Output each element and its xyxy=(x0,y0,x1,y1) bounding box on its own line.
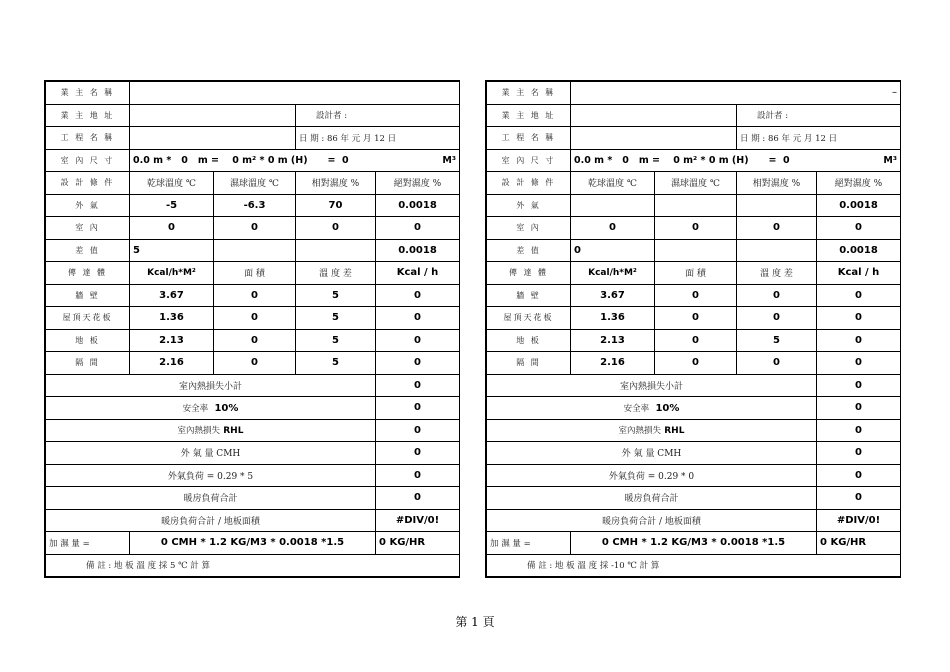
indoor-rh: 0 xyxy=(737,217,817,240)
subtotal-value: 0 xyxy=(376,374,460,397)
room-len: 0.0 m * xyxy=(133,154,172,166)
room-area: 0 xyxy=(232,154,239,166)
wall-k: 3.67 xyxy=(130,284,214,307)
col-wet-bulb: 濕球溫度 ℃ xyxy=(655,172,737,195)
rhl-unit: RHL xyxy=(664,426,685,437)
subtotal-label: 室內熱損失小計 xyxy=(46,374,376,397)
project-name-value xyxy=(130,127,296,150)
indoor-label: 室 內 xyxy=(46,217,130,240)
roof-k: 1.36 xyxy=(571,307,655,330)
col-dry-bulb: 乾球溫度 ℃ xyxy=(130,172,214,195)
date-label: 日 期 : 86 年 元 月 12 日 xyxy=(296,127,460,150)
room-size-label: 室 內 尺 寸 xyxy=(487,149,571,172)
wall-k: 3.67 xyxy=(571,284,655,307)
partition-area: 0 xyxy=(655,352,737,375)
col-area: 面 積 xyxy=(655,262,737,285)
col-abs-humidity: 絕對濕度 % xyxy=(817,172,901,195)
diff-rh xyxy=(296,239,376,262)
floor-kcal: 0 xyxy=(376,329,460,352)
safety-rate: 10% xyxy=(655,402,680,414)
outdoor-wb: -6.3 xyxy=(214,194,296,217)
oa-value: 0 xyxy=(817,442,901,465)
humid-value: 0 KG/HR xyxy=(376,532,460,555)
diff-db: 0 xyxy=(571,239,655,262)
wall-label: 牆 壁 xyxy=(46,284,130,307)
room-area-unit: m² * xyxy=(683,154,706,166)
room-volume: 0 xyxy=(783,154,790,166)
diff-rh xyxy=(737,239,817,262)
sheet-table xyxy=(486,81,901,577)
col-temp-diff: 溫 度 差 xyxy=(737,262,817,285)
factory-addr-value xyxy=(130,104,296,127)
humid-formula: 0 CMH * 1.2 KG/M3 * 0.0018 *1.5 xyxy=(571,532,817,555)
partition-area: 0 xyxy=(214,352,296,375)
roof-kcal: 0 xyxy=(817,307,901,330)
room-eq2: = xyxy=(768,154,777,166)
rhl-unit: RHL xyxy=(223,426,244,437)
diff-label: 差 值 xyxy=(46,239,130,262)
room-len: 0.0 m * xyxy=(574,154,613,166)
factory-name-value xyxy=(130,82,460,105)
outdoor-rh xyxy=(737,194,817,217)
wall-area: 0 xyxy=(214,284,296,307)
factory-name-label: 業 主 名 稱 xyxy=(46,82,130,105)
room-height: 0 m (H) xyxy=(708,154,749,166)
partition-tdiff: 0 xyxy=(737,352,817,375)
floor-area: 0 xyxy=(655,329,737,352)
indoor-rh: 0 xyxy=(296,217,376,240)
safety-value: 0 xyxy=(817,397,901,420)
factory-name-value: – xyxy=(571,82,901,105)
outdoor-db: -5 xyxy=(130,194,214,217)
floor-kcal: 0 xyxy=(817,329,901,352)
project-name-value xyxy=(571,127,737,150)
roof-k: 1.36 xyxy=(130,307,214,330)
per-area-label: 暖房負荷合計 / 地板面積 xyxy=(46,509,376,532)
transfer-label: 傳 達 體 xyxy=(487,262,571,285)
room-eq: m = xyxy=(197,154,219,166)
oa-load-value: 0 xyxy=(376,464,460,487)
oa-load-value: 0 xyxy=(817,464,901,487)
per-area-value: #DIV/0! xyxy=(817,509,901,532)
diff-label: 差 值 xyxy=(487,239,571,262)
col-wet-bulb: 濕球溫度 ℃ xyxy=(214,172,296,195)
heat-load-sheet-left xyxy=(44,80,460,578)
wall-label: 牆 壁 xyxy=(487,284,571,307)
rhl-value: 0 xyxy=(376,419,460,442)
factory-addr-label: 業 主 地 址 xyxy=(487,104,571,127)
total-heat-label: 暖房負荷合計 xyxy=(487,487,817,510)
room-volume-unit: M³ xyxy=(883,154,897,166)
indoor-db: 0 xyxy=(571,217,655,240)
partition-tdiff: 5 xyxy=(296,352,376,375)
transfer-label: 傳 達 體 xyxy=(46,262,130,285)
per-area-label: 暖房負荷合計 / 地板面積 xyxy=(487,509,817,532)
diff-wb xyxy=(214,239,296,262)
wall-kcal: 0 xyxy=(817,284,901,307)
partition-k: 2.16 xyxy=(130,352,214,375)
outdoor-abs: 0.0018 xyxy=(817,194,901,217)
floor-k: 2.13 xyxy=(571,329,655,352)
partition-kcal: 0 xyxy=(817,352,901,375)
diff-wb xyxy=(655,239,737,262)
room-wid: 0 xyxy=(622,154,629,166)
outdoor-abs: 0.0018 xyxy=(376,194,460,217)
floor-tdiff: 5 xyxy=(296,329,376,352)
total-heat-value: 0 xyxy=(817,487,901,510)
oa-value: 0 xyxy=(376,442,460,465)
floor-label: 地 板 xyxy=(46,329,130,352)
per-area-value: #DIV/0! xyxy=(376,509,460,532)
roof-tdiff: 5 xyxy=(296,307,376,330)
outdoor-wb xyxy=(655,194,737,217)
safety-row xyxy=(487,397,817,420)
col-kcal: Kcal / h xyxy=(817,262,901,285)
indoor-wb: 0 xyxy=(655,217,737,240)
room-volume-unit: M³ xyxy=(442,154,456,166)
room-wid: 0 xyxy=(181,154,188,166)
col-abs-humidity: 絕對濕度 % xyxy=(376,172,460,195)
designer-label: 設計者 : xyxy=(296,104,460,127)
room-area: 0 xyxy=(673,154,680,166)
col-temp-diff: 溫 度 差 xyxy=(296,262,376,285)
room-size-formula xyxy=(571,149,901,172)
outdoor-label: 外 氣 xyxy=(487,194,571,217)
floor-area: 0 xyxy=(214,329,296,352)
factory-addr-value xyxy=(571,104,737,127)
roof-kcal: 0 xyxy=(376,307,460,330)
sheet-table xyxy=(45,81,460,577)
indoor-label: 室 內 xyxy=(487,217,571,240)
page-number: 第 1 頁 xyxy=(455,615,495,629)
outdoor-rh: 70 xyxy=(296,194,376,217)
humid-value: 0 KG/HR xyxy=(817,532,901,555)
rhl-row xyxy=(46,419,376,442)
safety-rate: 10% xyxy=(214,402,239,414)
humid-label: 加 濕 量 = xyxy=(46,532,130,555)
col-k-value: Kcal/h*M² xyxy=(130,262,214,285)
safety-value: 0 xyxy=(376,397,460,420)
rhl-label: 室內熱損失 xyxy=(177,426,221,437)
partition-kcal: 0 xyxy=(376,352,460,375)
indoor-wb: 0 xyxy=(214,217,296,240)
roof-tdiff: 0 xyxy=(737,307,817,330)
wall-kcal: 0 xyxy=(376,284,460,307)
roof-label: 屋頂天花板 xyxy=(487,307,571,330)
room-eq: m = xyxy=(638,154,660,166)
outdoor-db xyxy=(571,194,655,217)
roof-label: 屋頂天花板 xyxy=(46,307,130,330)
oa-label: 外 氣 量 CMH xyxy=(46,442,376,465)
date-label: 日 期 : 86 年 元 月 12 日 xyxy=(737,127,901,150)
oa-load-label: 外氣負荷 = 0.29 * 0 xyxy=(487,464,817,487)
col-dry-bulb: 乾球溫度 ℃ xyxy=(571,172,655,195)
factory-addr-label: 業 主 地 址 xyxy=(46,104,130,127)
floor-tdiff: 5 xyxy=(737,329,817,352)
rhl-value: 0 xyxy=(817,419,901,442)
diff-abs: 0.0018 xyxy=(817,239,901,262)
room-height: 0 m (H) xyxy=(267,154,308,166)
indoor-db: 0 xyxy=(130,217,214,240)
indoor-abs: 0 xyxy=(817,217,901,240)
oa-load-label: 外氣負荷 = 0.29 * 5 xyxy=(46,464,376,487)
rhl-label: 室內熱損失 xyxy=(618,426,662,437)
subtotal-label: 室內熱損失小計 xyxy=(487,374,817,397)
partition-label: 隔 間 xyxy=(487,352,571,375)
note: 備 註 : 地 板 溫 度 採 5 ℃ 計 算 xyxy=(46,554,460,577)
note: 備 註 : 地 板 溫 度 採 -10 ℃ 計 算 xyxy=(487,554,901,577)
oa-label: 外 氣 量 CMH xyxy=(487,442,817,465)
roof-area: 0 xyxy=(214,307,296,330)
design-cond-label: 設 計 條 件 xyxy=(46,172,130,195)
total-heat-value: 0 xyxy=(376,487,460,510)
col-rel-humidity: 相對濕度 % xyxy=(296,172,376,195)
safety-label: 安全率 xyxy=(623,403,650,414)
col-kcal: Kcal / h xyxy=(376,262,460,285)
floor-k: 2.13 xyxy=(130,329,214,352)
wall-area: 0 xyxy=(655,284,737,307)
partition-label: 隔 間 xyxy=(46,352,130,375)
design-cond-label: 設 計 條 件 xyxy=(487,172,571,195)
wall-tdiff: 0 xyxy=(737,284,817,307)
col-area: 面 積 xyxy=(214,262,296,285)
safety-label: 安全率 xyxy=(182,403,209,414)
floor-label: 地 板 xyxy=(487,329,571,352)
wall-tdiff: 5 xyxy=(296,284,376,307)
humid-label: 加 濕 量 = xyxy=(487,532,571,555)
outdoor-label: 外 氣 xyxy=(46,194,130,217)
roof-area: 0 xyxy=(655,307,737,330)
col-k-value: Kcal/h*M² xyxy=(571,262,655,285)
indoor-abs: 0 xyxy=(376,217,460,240)
col-rel-humidity: 相對濕度 % xyxy=(737,172,817,195)
safety-row xyxy=(46,397,376,420)
room-area-unit: m² * xyxy=(242,154,265,166)
factory-name-label: 業 主 名 稱 xyxy=(487,82,571,105)
diff-db: 5 xyxy=(130,239,214,262)
heat-load-sheet-right xyxy=(485,80,901,578)
total-heat-label: 暖房負荷合計 xyxy=(46,487,376,510)
designer-label: 設計者 : xyxy=(737,104,901,127)
room-volume: 0 xyxy=(342,154,349,166)
diff-abs: 0.0018 xyxy=(376,239,460,262)
rhl-row xyxy=(487,419,817,442)
room-size-label: 室 內 尺 寸 xyxy=(46,149,130,172)
room-size-formula xyxy=(130,149,460,172)
partition-k: 2.16 xyxy=(571,352,655,375)
humid-formula: 0 CMH * 1.2 KG/M3 * 0.0018 *1.5 xyxy=(130,532,376,555)
room-eq2: = xyxy=(327,154,336,166)
subtotal-value: 0 xyxy=(817,374,901,397)
project-name-label: 工 程 名 稱 xyxy=(46,127,130,150)
project-name-label: 工 程 名 稱 xyxy=(487,127,571,150)
